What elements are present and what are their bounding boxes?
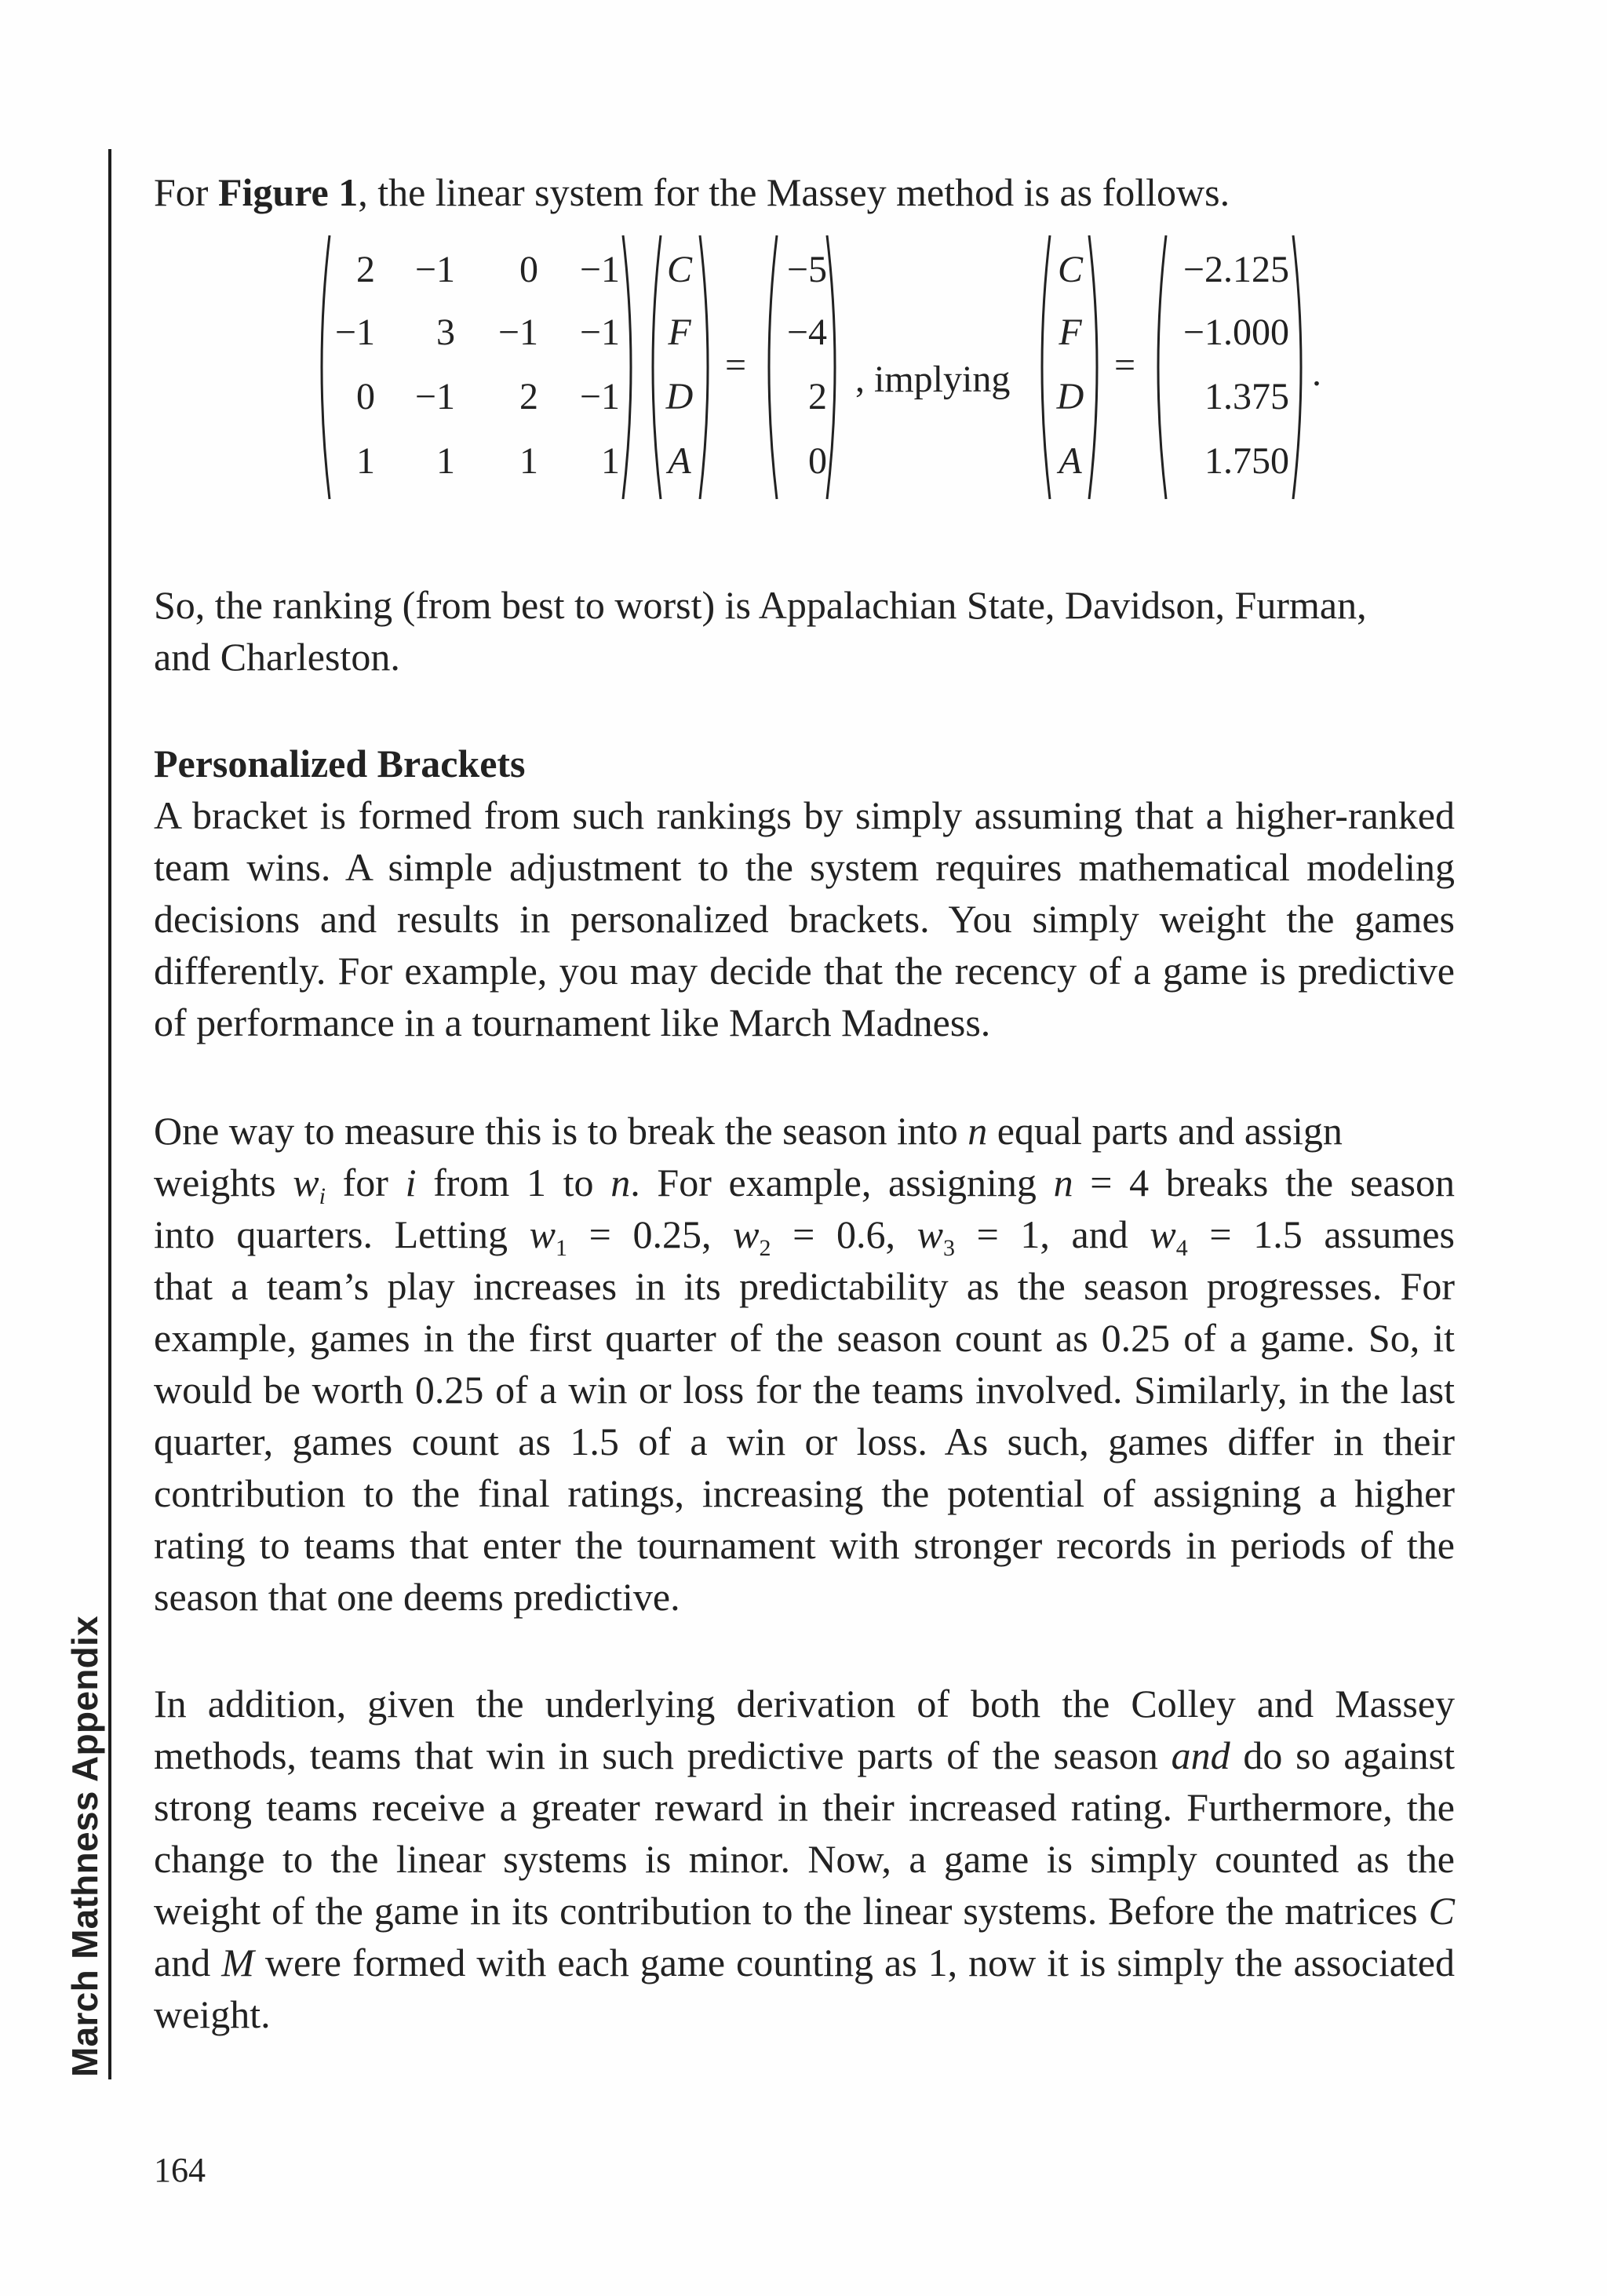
matrix-entry: 1 bbox=[601, 440, 620, 482]
matrix-entry: 1 bbox=[436, 440, 455, 482]
weights-line-1: One way to measure this is to break the season into n equal parts and assign bbox=[154, 1109, 1343, 1153]
matrix-entry: 1 bbox=[356, 440, 375, 482]
matrix-entry: −1 bbox=[334, 312, 375, 353]
matrix-entry: 3 bbox=[436, 312, 455, 353]
matrix-entry: 0 bbox=[356, 376, 375, 417]
unknown-variable: F bbox=[668, 312, 691, 353]
matrix-entry: 0 bbox=[519, 249, 538, 290]
matrix-entry: 2 bbox=[356, 249, 375, 290]
matrix-entry: −1 bbox=[414, 376, 455, 417]
matrix-entry: −1 bbox=[579, 249, 620, 290]
rhs-entry: 2 bbox=[808, 376, 827, 417]
brackets-paragraph: A bracket is formed from such rankings by simply assuming that a higher-ranked team wins. A simple adjustment to the system requires mathematical modeling decisions and results in personalized brackets. You simply weight the games differently. For example, you may decide that the recency of a game is predictive of performance in a tournament like March Madness. bbox=[154, 793, 1455, 1044]
solution-variable: C bbox=[1057, 249, 1083, 290]
solution-entry: −1.000 bbox=[1182, 312, 1289, 353]
final-paragraph: In addition, given the underlying derivation of both the Colley and Massey methods, teams that win in such predictive parts of the season and do so against strong teams receive a greater reward in their increased rating. Furthermore, the change to the linear systems is minor. Now, a game is simply counted as the weight of the game in its contribution to the linear systems. Before the matrices C and M were formed with each game counting as 1, now it is simply the associated weight. bbox=[154, 1682, 1455, 2036]
rhs-left-paren bbox=[769, 235, 777, 499]
intro-sentence: For Figure 1, the linear system for the Massey method is as follows. bbox=[154, 170, 1230, 214]
weights-line-2: weights $w_i$ for i from 1 to n. For example, assigning n = 4 breaks the season bbox=[154, 1161, 1455, 1209]
period: . bbox=[1312, 352, 1321, 394]
solution-entry: 1.375 bbox=[1204, 376, 1289, 417]
unknown-variable: C bbox=[666, 249, 692, 290]
solution-entry: 1.750 bbox=[1204, 440, 1289, 482]
unknowns-right-paren bbox=[700, 235, 708, 499]
matrix-left-paren bbox=[322, 235, 330, 499]
weights-line-3: into quarters. Letting $w_1 = 0.25$, $w_2 = 0.6$, $w_3 = 1$, and $w_4 = 1.5$ assumes bbox=[154, 1212, 1455, 1261]
solution-vars-right-paren bbox=[1089, 235, 1097, 499]
rhs-right-paren bbox=[827, 235, 835, 499]
rhs-entry: −4 bbox=[786, 312, 827, 353]
implying-text: , implying bbox=[855, 359, 1011, 400]
solution-entry: −2.125 bbox=[1182, 249, 1289, 290]
matrix-entry: −1 bbox=[414, 249, 455, 290]
matrix-right-paren bbox=[623, 235, 631, 499]
solution-left-paren bbox=[1158, 235, 1166, 499]
solution-variable: F bbox=[1059, 312, 1082, 353]
unknown-variable: D bbox=[665, 376, 694, 417]
matrix-entry: 2 bbox=[519, 376, 538, 417]
equals-sign: = bbox=[725, 344, 747, 386]
solution-vars-left-paren bbox=[1042, 235, 1050, 499]
ranking-paragraph: So, the ranking (from best to worst) is Appalachian State, Davidson, Furman, and Charleston. bbox=[154, 583, 1367, 679]
rhs-entry: 0 bbox=[808, 440, 827, 482]
figure-reference: Figure 1 bbox=[217, 170, 359, 214]
equals-sign: = bbox=[1114, 344, 1136, 386]
solution-variable: D bbox=[1056, 376, 1084, 417]
matrix-entry: −1 bbox=[497, 312, 538, 353]
unknown-variable: A bbox=[668, 440, 691, 482]
matrix-entry: 1 bbox=[519, 440, 538, 482]
section-heading: Personalized Brackets bbox=[154, 742, 526, 785]
rhs-entry: −5 bbox=[786, 249, 827, 290]
matrix-entry: −1 bbox=[579, 376, 620, 417]
massey-linear-system bbox=[0, 0, 1607, 549]
weights-paragraph-rest: that a team’s play increases in its predictability as the season progresses. For example, games in the first quarter of the season count as 0.25 of a game. So, it would be worth 0.25 of a win or loss for the teams involved. Similarly, in the last quarter, games count as 1.5 of a win or loss. As such, games differ in their contribution to the final ratings, increasing the potential of assigning a higher rating to teams that enter the tournament with stronger records in periods of the season that one deems predictive. bbox=[154, 1264, 1455, 1619]
running-header-sidebar: March Mathness Appendix bbox=[64, 1616, 105, 2077]
solution-variable: A bbox=[1059, 440, 1082, 482]
page-number: 164 bbox=[154, 2151, 206, 2189]
matrix-entry: −1 bbox=[579, 312, 620, 353]
solution-right-paren bbox=[1293, 235, 1301, 499]
